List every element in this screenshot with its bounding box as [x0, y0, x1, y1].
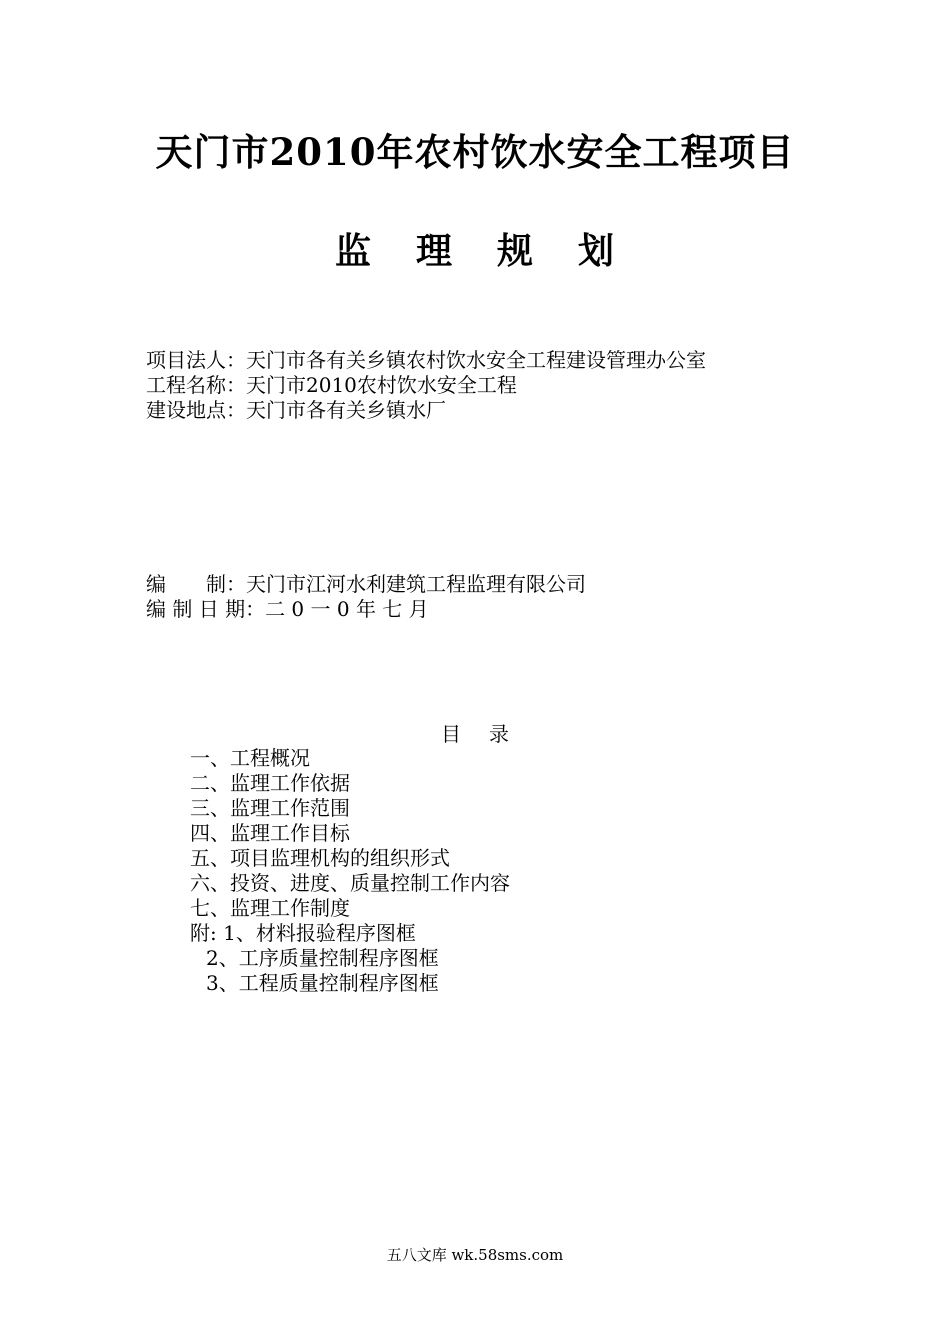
toc-heading: [0, 721, 950, 747]
toc-item: 2、工序质量控制程序图框: [206, 946, 439, 970]
compiled-by: 编 制：天门市江河水利建筑工程监理有限公司: [146, 572, 586, 596]
toc-item: 一、工程概况: [190, 746, 310, 770]
toc-item: 五、项目监理机构的组织形式: [190, 846, 450, 870]
toc-item: 3、工程质量控制程序图框: [206, 971, 439, 995]
subtitle-char: 监: [334, 230, 372, 272]
subtitle-char: 规: [497, 230, 535, 272]
project-owner: 项目法人：天门市各有关乡镇农村饮水安全工程建设管理办公室: [146, 348, 706, 372]
document-subtitle: [0, 228, 950, 274]
table-of-contents: [190, 746, 510, 996]
toc-item: 七、监理工作制度: [190, 896, 350, 920]
toc-item: 附: 1、材料报验程序图框: [190, 921, 416, 945]
subtitle-char: 划: [578, 230, 616, 272]
toc-item: 二、监理工作依据: [190, 771, 350, 795]
toc-item: 三、监理工作范围: [190, 796, 350, 820]
subtitle-char: 理: [415, 230, 453, 272]
document-title: 天门市2010年农村饮水安全工程项目: [155, 130, 795, 174]
toc-heading-char: 录: [489, 722, 509, 746]
compile-date: 编 制 日 期：二 0 一 0 年 七 月: [146, 597, 429, 621]
compile-info: [146, 572, 586, 622]
construction-site: 建设地点：天门市各有关乡镇水厂: [146, 398, 446, 422]
toc-item: 四、监理工作目标: [190, 821, 350, 845]
project-name: 工程名称：天门市2010农村饮水安全工程: [146, 373, 517, 397]
toc-item: 六、投资、进度、质量控制工作内容: [190, 871, 510, 895]
page-footer: 五八文库 wk.58sms.com: [386, 1246, 564, 1264]
toc-heading-char: 目: [441, 722, 461, 746]
project-info: [146, 348, 706, 423]
